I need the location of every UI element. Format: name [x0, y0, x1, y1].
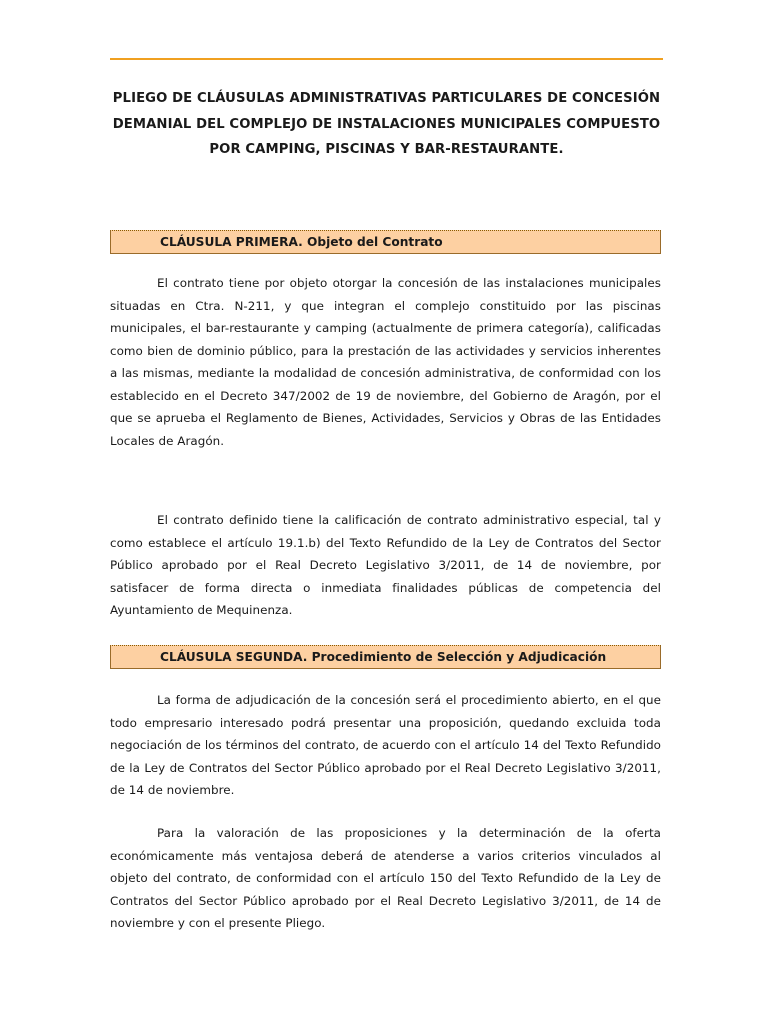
- clause-1-heading: CLÁUSULA PRIMERA. Objeto del Contrato: [110, 230, 661, 254]
- clause-2-paragraph-2: Para la valoración de las proposiciones y la determinación de la oferta económicamente más ventajosa deberá de atenderse a varios criterios vinculados al objeto del contrato, de conformidad con el artículo 150 del Texto Refundido de la Ley de Contratos del Sector Público aprobado por el Real Decreto Legislativo 3/2011, de 14 de noviembre y con el presente Pliego.: [110, 826, 661, 930]
- clause-2-paragraph-1: La forma de adjudicación de la concesión será el procedimiento abierto, en el que todo empresario interesado podrá presentar una proposición, quedando excluida toda negociación de los términos del contrato, de acuerdo con el artículo 14 del Texto Refundido de la Ley de Contratos del Sector Público aprobado por el Real Decreto Legislativo 3/2011, de 14 de noviembre.: [110, 693, 661, 797]
- top-divider: [110, 58, 663, 60]
- clause-2-heading: CLÁUSULA SEGUNDA. Procedimiento de Selección y Adjudicación: [110, 645, 661, 669]
- clause-1-paragraph-1: El contrato tiene por objeto otorgar la concesión de las instalaciones municipales situadas en Ctra. N-211, y que integran el complejo constituido por las piscinas municipales, el bar-restaurante y camping (actualmente de primera categoría), calificadas como bien de dominio público, para la prestación de las actividades y servicios inherentes a las mismas, mediante la modalidad de concesión administrativa, de conformidad con los establecido en el Decreto 347/2002 de 19 de noviembre, del Gobierno de Aragón, por el que se aprueba el Reglamento de Bienes, Actividades, Servicios y Obras de las Entidades Locales de Aragón.: [110, 276, 661, 448]
- clause-1-paragraph-2: El contrato definido tiene la calificación de contrato administrativo especial, tal y como establece el artículo 19.1.b) del Texto Refundido de la Ley de Contratos del Sector Público aprobado por el Real Decreto Legislativo 3/2011, de 14 de noviembre, por satisfacer de forma directa o inmediata finalidades públicas de competencia del Ayuntamiento de Mequinenza.: [110, 513, 661, 617]
- document-title: PLIEGO DE CLÁUSULAS ADMINISTRATIVAS PARTICULARES DE CONCESIÓN DEMANIAL DEL COMPLEJO DE INSTALACIONES MUNICIPALES COMPUESTO POR CAMPING, PISCINAS Y BAR-RESTAURANTE.: [112, 91, 661, 157]
